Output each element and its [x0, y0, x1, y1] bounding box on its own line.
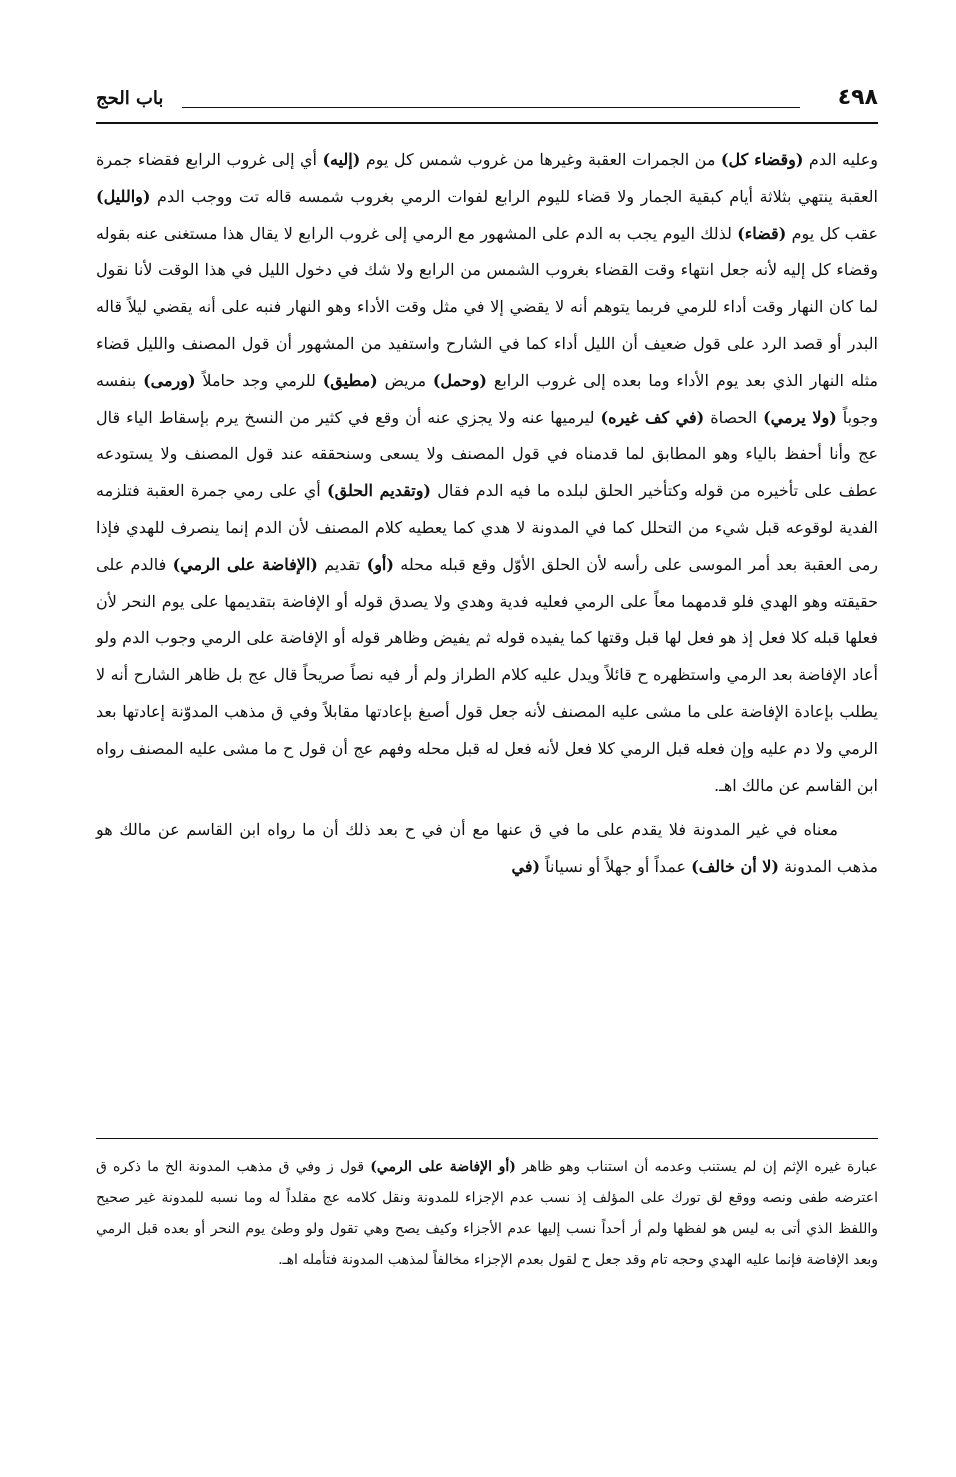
text-run: وعليه الدم: [803, 150, 878, 169]
running-header: [96, 84, 878, 124]
quoted-keyword: (لا أن خالف): [691, 857, 779, 877]
main-paragraph-1: [96, 142, 878, 804]
footnote-paragraph: [96, 1152, 878, 1276]
quoted-keyword: (مطيق): [322, 370, 378, 390]
text-run: عبارة غيره الإثم إن لم يستنب وعدمه أن استناب وهو ظاهر: [515, 1159, 879, 1175]
header-rule: [96, 122, 878, 124]
quoted-keyword: (إليه): [322, 150, 361, 169]
quoted-keyword: (ورمى): [143, 370, 196, 390]
header-thin-rule: [182, 107, 800, 108]
text-run: تقديم: [317, 554, 367, 574]
quoted-keyword: (وحمل): [432, 370, 487, 390]
text-run: أي على رمي جمرة العقبة فتلزمه الفدية لوقوعه قبل شيء من التحلل كما في المدونة لا هدي كما يعطيه كلام المصنف لأن الدم إنما ينصرف للهدي فإذا رمى العقبة بعد أمر الموسى على رأسه لأن الحلق الأوّل وقع قبله محله: [96, 481, 879, 574]
text-run: لذلك اليوم يجب به الدم على المشهور مع الرمي إلى غروب الرابع لا يقال هذا مستغنى عنه بقوله وقضاء كل إليه لأنه جعل انتهاء وقت القضاء بغروب الشمس من الرابع ولا شك في دخول الليل في هذا الوقت لأنا نقول لما كان النهار وقت أداء للرمي فربما يتوهم أنه لا يقضي إلا في مثل وقت الأداء وهو النهار فنبه على أنه يقضي ليلاً قاله البدر أو قصد الرد على قول ضعيف أن الليل أداء كما في الشارح واستفيد من المشهور أن قول المصنف والليل قضاء مثله النهار الذي بعد يوم الأداء وما بعده إلى غروب الرابع: [96, 223, 878, 390]
text-run: قول ز وفي ق مذهب المدونة الخ ما ذكره ق اعترضه طفى ونصه ووقع لق تورك على المؤلف إذ نسب عدم الإجزاء للمدونة ونقل كلامه عج مقلداً له وما نسبه للمدونة غير صحيح واللفظ الذي أتى به ليس هو لفظها ولم أر أحداً نسب إليها عدم الأجزاء وكيف يصح وهي تقول ولو وطئ يوم النحر أو بعده قبل الرمي وبعد الإفاضة فإنما عليه الهدي وحجه تام وقد جعل ح لقول بعدم الإجزاء مخالفاً لمذهب المدونة فتأمله اهـ.: [96, 1159, 878, 1268]
quoted-keyword: (والليل): [96, 186, 151, 206]
text-run: من الجمرات العقبة وغيرها من غروب شمس كل يوم: [360, 150, 721, 169]
text-run: مريض: [377, 370, 433, 390]
main-paragraph-2: [96, 812, 878, 886]
text-run: معناه في غير المدونة فلا يقدم على ما في ق عنها مع أن في ح بعد ذلك أن ما رواه ابن القاسم عن مالك هو مذهب المدونة: [96, 820, 878, 877]
page-number: ٤٩٨: [837, 85, 878, 110]
quoted-keyword: (في كف غيره): [600, 407, 705, 427]
footnote: [96, 1152, 878, 1276]
text-run: فالدم على حقيقته وهو الهدي فلو قدمهما معاً على الرمي فعليه فدية وهدي ولا يصدق قوله أو الإفاضة بتقديمها على يوم النحر لأن فعلها قبله كلا فعل إذ هو فعل لها قبل وقتها كما يفيده قوله ثم يفيض وظاهر قوله أو الإفاضة على الرمي وجوب الدم ولو أعاد الإفاضة بعد الرمي واستظهره ح قائلاً ويدل عليه كلام الطراز ولم أر فيه نصاً صريحاً قال عج بل ظاهر الشارح أنه لا يطلب بإعادة الإفاضة على ما مشى عليه المصنف لأنه جعل قول أصبغ بإعادتها مقابلاً وفي ق مذهب المدوّنة إعادتها بعد الرمي ولا دم عليه وإن فعله قبل الرمي كلا فعل لأنه فعل له قبل محله وفهم عج أن قول ح ما مشى عليه المصنف رواه ابن القاسم عن مالك اهـ.: [96, 554, 879, 795]
text-run: للرمي وجد حاملاً: [195, 370, 323, 390]
quoted-keyword: (ولا يرمي): [763, 407, 837, 427]
quoted-keyword: (أو الإفاضة على الرمي): [370, 1159, 516, 1175]
quoted-keyword: (وقضاء كل): [720, 150, 804, 169]
text-run: بنفسه وجوباً: [96, 370, 879, 427]
text-run: عمداً أو جهلاً أو نسياناً: [540, 857, 692, 877]
main-text: [96, 142, 878, 886]
quoted-keyword: (قضاء): [737, 223, 787, 243]
quoted-keyword: (الإفاضة على الرمي): [172, 554, 318, 574]
text-run: أي إلى غروب الرابع فقضاء جمرة العقبة ينتهي بثلاثة أيام كبقية الجمار ولا قضاء لليوم الرابع لفوات الرمي بغروب شمسه قاله تت ووجب الدم: [96, 150, 879, 206]
text-run: ليرميها عنه ولا يجزي عنه أن وقع في كثير من النسخ يرم بإسقاط الياء قال عج وأنا أحفظ بالياء وهو المطابق لما قدمناه في قول المصنف ولا يسعى وسنحققه عند قول المصنف ولا يستودعه عطف على تأخيره من قوله وكتأخير الحلق لبلده ما فيه الدم فقال: [96, 407, 879, 501]
chapter-title: باب الحج: [96, 88, 164, 109]
text-run: الحصاة: [704, 407, 764, 427]
footnote-separator: [96, 1138, 878, 1139]
quoted-keyword: (في: [511, 857, 541, 877]
text-run: عقب كل يوم: [786, 223, 878, 243]
quoted-keyword: (وتقديم الحلق): [327, 481, 431, 501]
quoted-keyword: (أو): [366, 554, 394, 574]
